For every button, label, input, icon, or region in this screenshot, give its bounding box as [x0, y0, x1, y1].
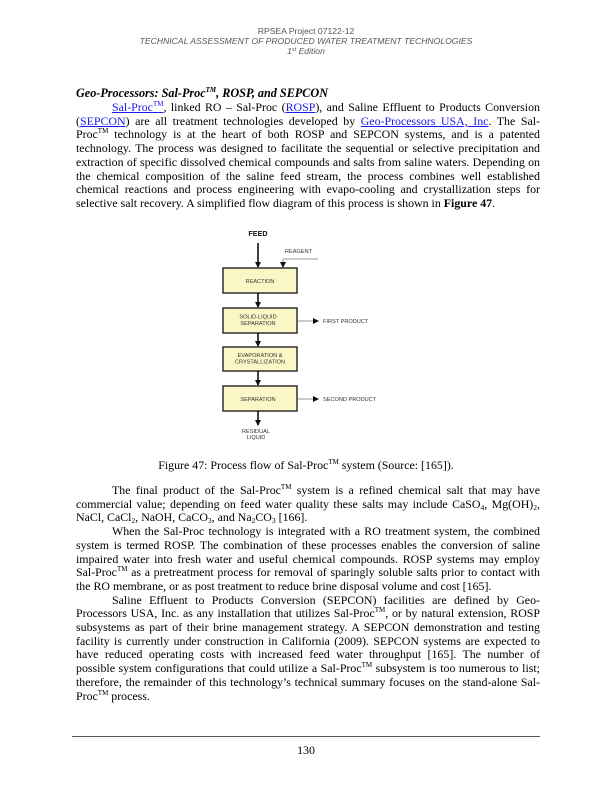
link-rosp[interactable]: ROSP — [285, 100, 316, 114]
header-edition — [0, 46, 612, 56]
paragraph-intro: Sal-Proc™, linked RO – Sal-Proc (ROSP), and Saline Effluent to Products Conversion (SEPCON) are all treatment technologies developed by Geo-Processors USA, Inc. The Sal-Proc™ technology is at the heart of both ROSP and SEPCON systems, and is a patented technology. The process was designed to facilitate the sequential or selective precipitation and extraction of specific dissolved chemical compounds and salts from saline waters. Depending on the chemical composition of the saline feed stream, the process combines well established chemical reactions and process engineering with evapo-cooling and crystallization steps for selective salt recovery. A simplified flow diagram of this process is shown in Figure 47. — [76, 100, 541, 210]
section-heading — [76, 86, 328, 101]
header-title: TECHNICAL ASSESSMENT OF PRODUCED WATER TREATMENT TECHNOLOGIES — [139, 36, 473, 46]
link-sal-proc[interactable]: Sal-Proc™ — [112, 100, 164, 114]
heading-text-rest: , ROSP, and SEPCON — [216, 86, 329, 100]
page-number: 130 — [297, 743, 315, 757]
header-project: RPSEA Project 07122-12 — [257, 26, 355, 36]
edition-superscript: st — [291, 47, 297, 53]
footer-divider — [72, 736, 540, 737]
edition-word: Edition — [298, 46, 325, 56]
heading-text: Geo-Processors: Sal-Proc — [76, 86, 206, 100]
first-product-label: FIRST PRODUCT — [323, 319, 369, 325]
link-geo-processors[interactable]: Geo-Processors USA, Inc — [360, 113, 489, 128]
paragraph-rosp: When the Sal-Proc technology is integrated with a RO treatment system, the combined system is termed ROSP. The combination of these processes enables the conversion of saline impaired water into fresh water and useful chemical compounds. ROSP systems may employ Sal-Proc™ as a pretreatment process for removal of sparingly soluble salts prior to contact with the RO membrane, or as post treatment to reduce brine disposal volume and cost [165]. — [76, 524, 540, 593]
paragraph-sepcon: Saline Effluent to Products Conversion (SEPCON) facilities are defined by Geo-Processors USA, Inc. as any installation that utilizes Sal-Proc™, or by natural extension, ROSP subsystems as part of their brine management strategy. A SEPCON demonstration and testing facility is currently under construction in California (2009). SEPCON systems are expected to have reduced operating costs with increased feed water throughput [165]. The number of possible system configurations that could utilize a Sal-Proc™ subsystem is too numerous to list; therefore, the remainder of this technology’s technical summary focuses on the stand-alone Sal-Proc™ process. — [76, 592, 541, 703]
box-separation-label: SEPARATION — [240, 397, 276, 403]
figure-reference: Figure 47 — [443, 195, 493, 210]
process-flow-diagram — [200, 222, 440, 444]
feed-label: FEED — [248, 229, 268, 238]
second-product-label: SECOND PRODUCT — [323, 397, 377, 403]
box-reaction-label: REACTION — [245, 279, 275, 285]
intro-block — [76, 101, 540, 211]
box-evap-label-2: CRYSTALLIZATION — [234, 359, 286, 366]
figure-caption: Figure 47: Process flow of Sal-Proc™ system (Source: [165]). — [158, 458, 454, 472]
trademark: TM — [205, 86, 217, 94]
box-sls-label-1: SOLID-LIQUID — [239, 314, 277, 321]
reagent-arrow — [283, 259, 318, 267]
box-evap-label-1: EVAPORATION & — [237, 353, 283, 359]
residual-label-2: LIQUID — [246, 435, 266, 441]
box-sls-label-2: SEPARATION — [240, 321, 276, 327]
residual-label-1: RESIDUAL — [242, 429, 270, 435]
link-sepcon[interactable]: SEPCON — [79, 113, 126, 128]
paragraph-final-product: The final product of the Sal-Proc™ system is a refined chemical salt that may have commercial value; depending on feed water quality these salts may include CaSO$_4$, $Mg(OH)_2$, NaCl, CaCl$_2$, NaOH, CaCO$_3$, and $Na_2CO_3$ [166]. — [76, 483, 540, 526]
edition-number: 1 — [287, 46, 292, 56]
reagent-label: REAGENT — [285, 249, 313, 255]
body-block — [76, 484, 540, 703]
